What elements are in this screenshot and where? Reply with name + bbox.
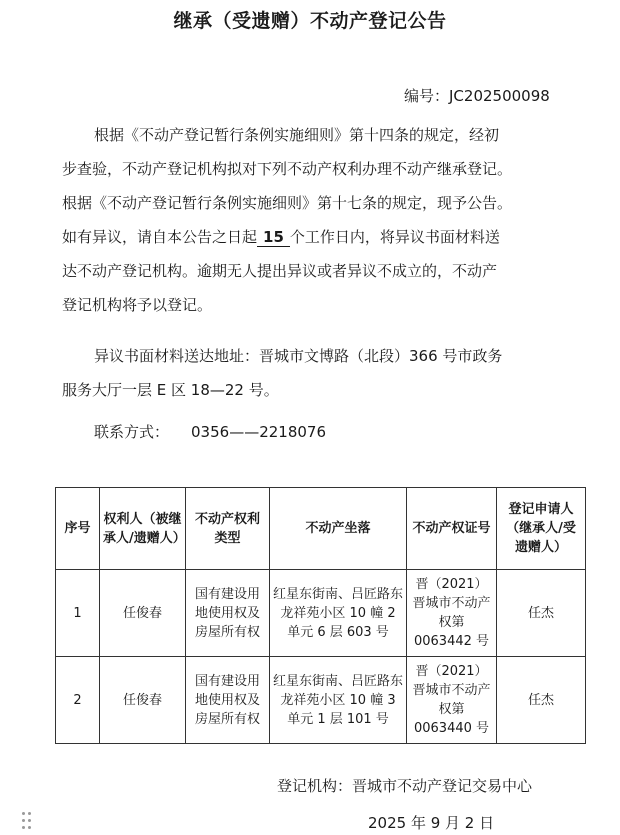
cell-applicant: 任杰 [497,657,586,744]
table-row [56,570,586,657]
notice-body [62,118,582,322]
contact-label: 联系方式： [94,423,170,441]
cell-no: 2 [56,657,100,744]
cell-holder: 任俊春 [100,657,186,744]
body-line: 登记机构将予以登记。 [62,296,213,314]
address-line: 异议书面材料送达地址：晋城市文博路（北段）366 号市政务 [94,347,503,365]
header-no: 序号 [56,488,100,570]
body-line: 步查验，不动产登记机构拟对下列不动产权利办理不动产继承登记。 [62,160,513,178]
document-number: 编号：JC202500098 [404,87,550,105]
cell-applicant: 任杰 [497,570,586,657]
header-location: 不动产坐落 [270,488,407,570]
cell-location: 红星东街南、吕匠路东龙祥苑小区 10 幢 2 单元 6 层 603 号 [270,570,407,657]
notice-date: 2025 年 9 月 2 日 [368,814,495,832]
cell-no: 1 [56,570,100,657]
body-line: 如有异议，请自本公告之日起 [62,228,258,246]
notice-title: 继承（受遗赠）不动产登记公告 [173,10,447,32]
cell-right-type: 国有建设用地使用权及房屋所有权 [186,570,270,657]
cell-cert-no: 晋（2021）晋城市不动产权第 0063440 号 [407,657,497,744]
cell-location: 红星东街南、吕匠路东龙祥苑小区 10 幢 3 单元 1 层 101 号 [270,657,407,744]
body-line: 个工作日内，将异议书面材料送 [289,228,500,246]
objection-address [62,339,582,407]
cell-holder: 任俊春 [100,570,186,657]
header-cert-no: 不动产权证号 [407,488,497,570]
address-line: 服务大厅一层 E 区 18—22 号。 [62,381,279,399]
property-table [55,487,586,744]
table-header-row [56,488,586,570]
objection-days: 15 [257,228,290,247]
contact-phone: 0356——2218076 [191,423,326,441]
cell-cert-no: 晋（2021）晋城市不动产权第 0063442 号 [407,570,497,657]
contact-info [62,415,582,449]
header-applicant: 登记申请人（继承人/受遗赠人） [497,488,586,570]
registration-authority: 登记机构：晋城市不动产登记交易中心 [277,777,533,795]
body-line: 根据《不动产登记暂行条例实施细则》第十七条的规定，现予公告。 [62,194,513,212]
drag-handle-icon[interactable] [22,812,32,830]
body-line: 根据《不动产登记暂行条例实施细则》第十四条的规定，经初 [94,126,500,144]
header-right-type: 不动产权利类型 [186,488,270,570]
header-holder: 权利人（被继承人/遗赠人） [100,488,186,570]
table-row [56,657,586,744]
cell-right-type: 国有建设用地使用权及房屋所有权 [186,657,270,744]
body-line: 达不动产登记机构。逾期无人提出异议或者异议不成立的，不动产 [62,262,498,280]
